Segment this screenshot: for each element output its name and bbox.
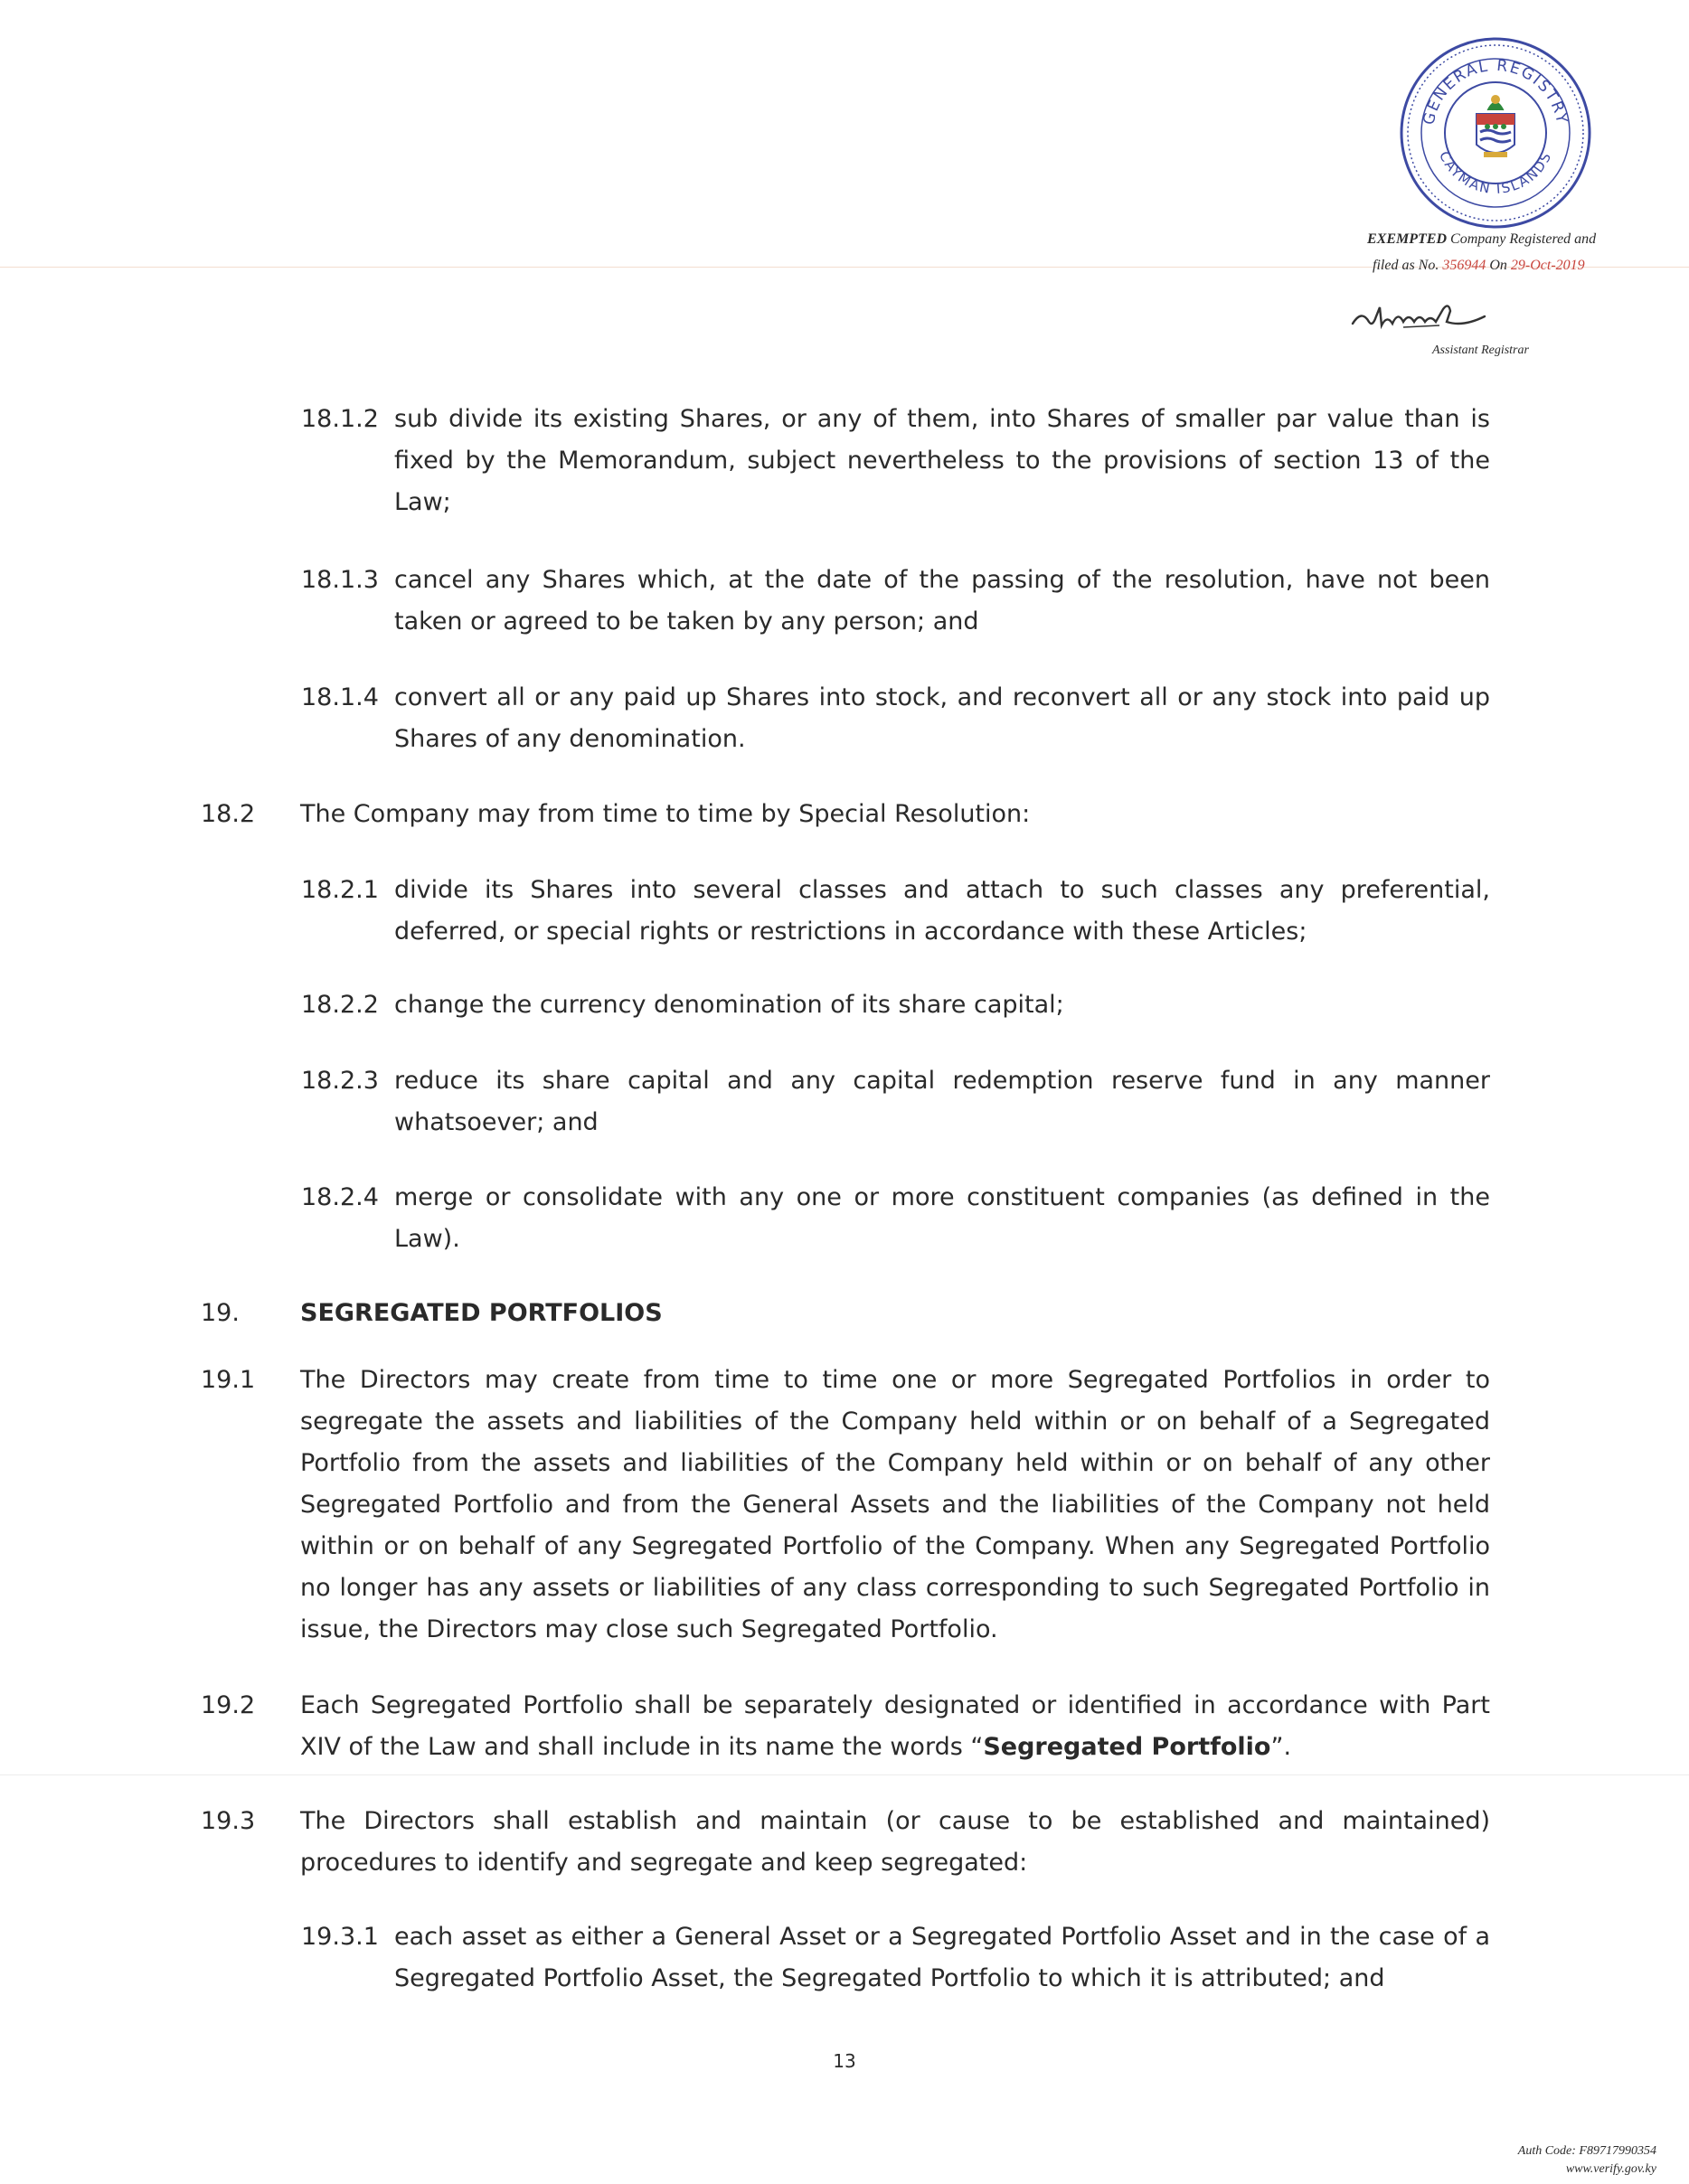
registration-date: 29-Oct-2019	[1510, 258, 1585, 273]
registration-number: 356944	[1442, 258, 1486, 273]
scan-line	[0, 1774, 1689, 1775]
clause-number: 18.1.4	[301, 683, 379, 711]
defined-term: Segregated Portfolio	[983, 1733, 1271, 1761]
clause-text: each asset as either a General Asset or a Segregated Portfolio Asset and in the case of a Segregated Portfolio Asset, the Segregated Portfolio to which it is attributed; and	[394, 1923, 1490, 1992]
clause-number: 18.1.3	[301, 566, 379, 594]
clause-number: 18.2.2	[301, 991, 379, 1019]
verify-website: www.verify.gov.ky	[1565, 2162, 1656, 2176]
clause-number: 19.1	[201, 1366, 256, 1394]
clause-number: 18.1.2	[301, 405, 379, 433]
clause-number: 19.3	[201, 1807, 256, 1835]
clause-number: 18.2.4	[301, 1183, 379, 1211]
clause-text: divide its Shares into several classes and attach to such classes any preferential, deferred, or special rights or restrictions in accordance with these Articles;	[394, 876, 1490, 946]
clause-text: cancel any Shares which, at the date of the passing of the resolution, have not been taken or agreed to be taken by any person; and	[394, 566, 1490, 635]
clause-text: sub divide its existing Shares, or any of them, into Shares of smaller par value than is fixed by the Memorandum, subject nevertheless to the provisions of section 13 of the Law;	[394, 405, 1490, 516]
clause-text: The Directors may create from time to time one or more Segregated Portfolios in order to segregate the assets and liabilities of the Company held within or on behalf of a Segregated Portfolio from the assets and liabilities of the Company held within or on behalf of any other Segregated Portfolio and from the General Assets and the liabilities of the Company not held within or on behalf of any Segregated Portfolio of the Company. When any Segregated Portfolio no longer has any assets or liabilities of any class corresponding to such Segregated Portfolio in issue, the Directors may close such Segregated Portfolio.	[300, 1366, 1490, 1643]
seal-text-top: GENERAL REGISTRY	[1420, 56, 1571, 127]
clause-number: 18.2	[201, 800, 256, 828]
seal-text-bottom: CAYMAN ISLANDS	[1436, 148, 1555, 197]
clause-number: 19.3.1	[301, 1923, 379, 1951]
clause-text: The Company may from time to time by Special Resolution:	[300, 800, 1031, 828]
section-number: 19.	[201, 1299, 240, 1327]
stamp-role: Assistant Registrar	[1432, 344, 1529, 357]
stamp-filing-line: filed as No. 356944 On 29-Oct-2019	[1373, 258, 1585, 273]
coat-of-arms-icon	[1477, 95, 1514, 157]
signature	[1349, 291, 1494, 336]
clause-text: reduce its share capital and any capital redemption reserve fund in any manner whatsoever; and	[394, 1067, 1490, 1136]
clause-text: merge or consolidate with any one or more constituent companies (as defined in the Law).	[394, 1183, 1490, 1253]
page-number: 13	[833, 2050, 856, 2072]
clause-text: convert all or any paid up Shares into stock, and reconvert all or any stock into paid up Shares of any denomination.	[394, 683, 1490, 753]
clause-text: Each Segregated Portfolio shall be separately designated or identified in accordance with Part XIV of the Law and shall include in its name the words “Segregated Portfolio”.	[300, 1691, 1490, 1761]
auth-code: Auth Code: F89717990354	[1517, 2144, 1656, 2158]
section-heading: SEGREGATED PORTFOLIOS	[300, 1299, 663, 1327]
clause-number: 18.2.1	[301, 876, 379, 904]
stamp-registration-line: EXEMPTED Company Registered and	[1367, 231, 1597, 247]
clause-number: 18.2.3	[301, 1067, 379, 1095]
clause-text: change the currency denomination of its share capital;	[394, 991, 1064, 1019]
registry-seal	[1397, 34, 1594, 231]
clause-number: 19.2	[201, 1691, 256, 1719]
clause-text: The Directors shall establish and maintain (or cause to be established and maintained) procedures to identify and segregate and keep segregated:	[300, 1807, 1490, 1877]
